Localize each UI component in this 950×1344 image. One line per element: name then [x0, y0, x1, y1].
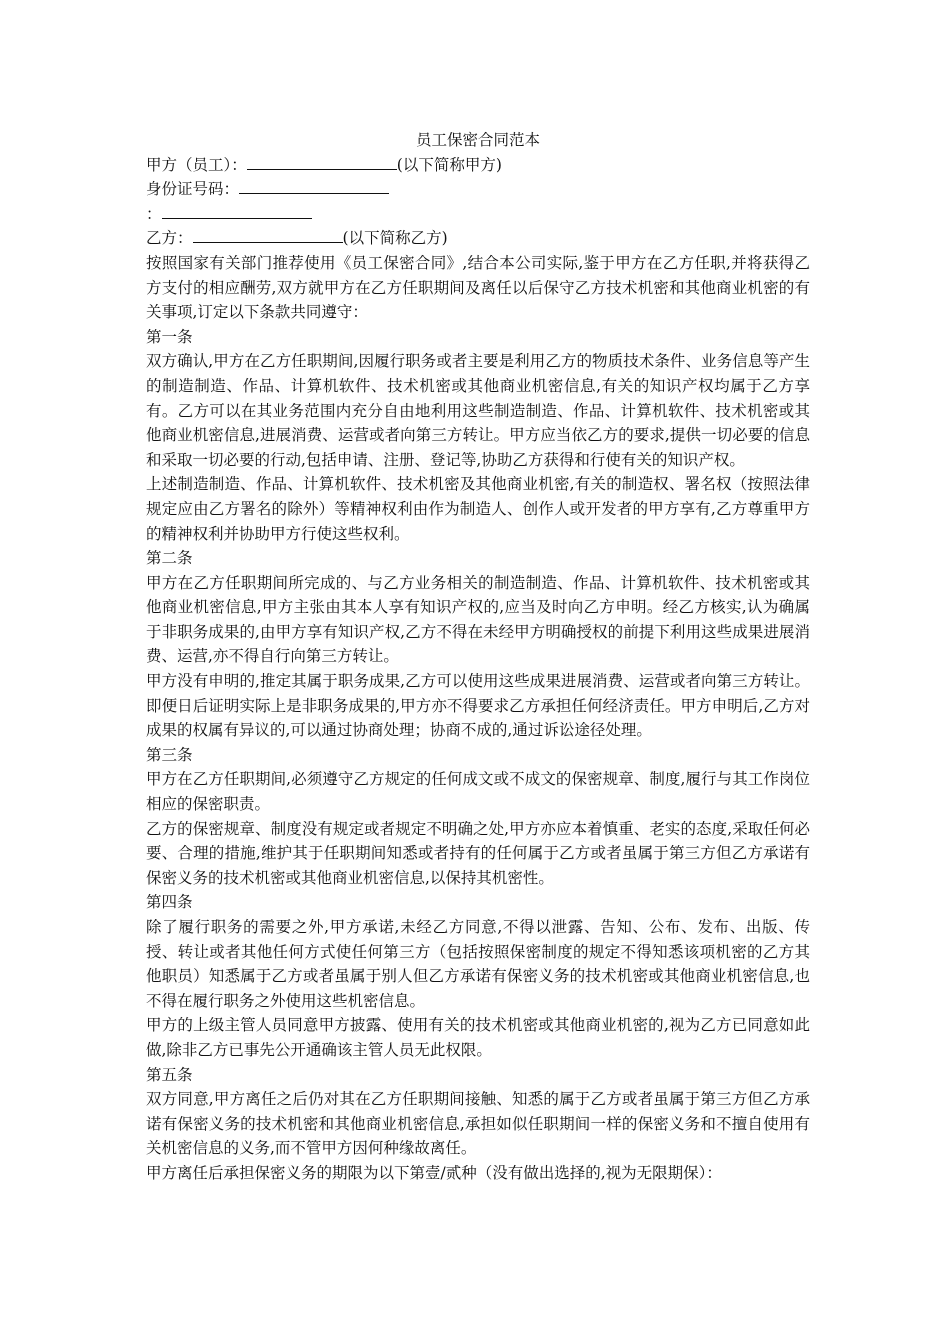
article-5-paragraph-2: 甲方离任后承担保密义务的期限为以下第壹/贰种（没有做出选择的,视为无限期保）：	[146, 1163, 722, 1182]
article-1-heading: 第一条	[146, 327, 193, 346]
id-number-line	[146, 177, 810, 202]
article-3-paragraph-2: 乙方的保密规章、制度没有规定或者规定不明确之处,甲方亦应本着慎重、老实的态度,采取任何必要、合理的措施,维护其于任职期间知悉或者持有的任何属于乙方或者虽属于第三方但乙方承诺有保密义务的技术机密或其他商业机密信息,以保持其机密性。	[146, 819, 810, 887]
article-4-paragraph-2: 甲方的上级主管人员同意甲方披露、使用有关的技术机密或其他商业机密的,视为乙方已同意如此做,除非乙方已事先公开通确该主管人员无此权限。	[146, 1016, 810, 1059]
unlabeled-line	[146, 202, 810, 227]
party-b-blank	[193, 228, 343, 243]
document-title: 员工保密合同范本	[415, 131, 540, 149]
contract-page	[146, 128, 810, 1186]
party-b-line	[146, 226, 810, 251]
intro-paragraph: 按照国家有关部门推荐使用《员工保密合同》,结合本公司实际,鉴于甲方在乙方任职,并将获得乙方支付的相应酬劳,双方就甲方在乙方任职期间及离任以后保守乙方技术机密和其他商业机密的有关事项,订定以下条款共同遵守：	[146, 253, 810, 322]
party-a-note: (以下简称甲方)	[396, 155, 502, 174]
article-1-paragraph-2: 上述制造制造、作品、计算机软件、技术机密及其他商业机密,有关的制造权、署名权（按照法律规定应由乙方署名的除外）等精神权利由作为制造人、创作人或开发者的甲方享有,乙方尊重甲方的精神权利并协助甲方行使这些权利。	[146, 475, 810, 543]
unlabeled-colon: ：	[146, 204, 162, 223]
party-a-line	[146, 153, 810, 178]
article-3-heading: 第三条	[146, 745, 193, 764]
party-b-note: (以下简称乙方)	[342, 229, 448, 248]
article-2-paragraph-1: 甲方在乙方任职期间所完成的、与乙方业务相关的制造制造、作品、计算机软件、技术机密或其他商业机密信息,甲方主张由其本人享有知识产权的,应当及时向乙方申明。经乙方核实,认为确属于非职务成果的,由甲方享有知识产权,乙方不得在未经甲方明确授权的前提下利用这些成果进展消费、运营,亦不得自行向第三方转让。	[146, 573, 810, 666]
unlabeled-blank	[162, 204, 312, 219]
article-3-paragraph-1: 甲方在乙方任职期间,必须遵守乙方规定的任何成文或不成文的保密规章、制度,履行与其工作岗位相应的保密职责。	[146, 770, 810, 814]
article-2-paragraph-2: 甲方没有申明的,推定其属于职务成果,乙方可以使用这些成果进展消费、运营或者向第三方转让。即便日后证明实际上是非职务成果的,甲方亦不得要求乙方承担任何经济责任。甲方申明后,乙方对成果的权属有异议的,可以通过协商处理；协商不成的,通过诉讼途径处理。	[146, 672, 810, 740]
article-5-paragraph-1: 双方同意,甲方离任之后仍对其在乙方任职期间接触、知悉的属于乙方或者虽属于第三方但乙方承诺有保密义务的技术机密和其他商业机密信息,承担如似任职期间一样的保密义务和不擅自使用有关机密信息的义务,而不管甲方因何种缘故离任。	[146, 1090, 810, 1158]
article-2-heading: 第二条	[146, 549, 193, 568]
party-a-blank	[247, 155, 397, 170]
id-number-blank	[239, 179, 389, 194]
id-number-label: 身份证号码：	[146, 180, 240, 199]
article-4-paragraph-1: 除了履行职务的需要之外,甲方承诺,未经乙方同意,不得以泄露、告知、公布、发布、出版、传授、转让或者其他任何方式使任何第三方（包括按照保密制度的规定不得知悉该项机密的乙方其他职员）知悉属于乙方或者虽属于别人但乙方承诺有保密义务的技术机密或其他商业机密信息,也不得在履行职务之外使用这些机密信息。	[146, 918, 810, 1010]
article-5-heading: 第五条	[146, 1065, 193, 1084]
party-b-label: 乙方：	[146, 229, 193, 248]
party-a-label: 甲方（员工）：	[146, 155, 247, 174]
article-1-paragraph-1: 双方确认,甲方在乙方任职期间,因履行职务或者主要是利用乙方的物质技术条件、业务信息等产生的制造制造、作品、计算机软件、技术机密或其他商业机密信息,有关的知识产权均属于乙方享有。乙方可以在其业务范围内充分自由地利用这些制造制造、作品、计算机软件、技术机密或其他商业机密信息,进展消费、运营或者向第三方转让。甲方应当依乙方的要求,提供一切必要的信息和采取一切必要的行动,包括申请、注册、登记等,协助乙方获得和行使有关的知识产权。	[146, 352, 810, 469]
article-4-heading: 第四条	[146, 893, 193, 912]
